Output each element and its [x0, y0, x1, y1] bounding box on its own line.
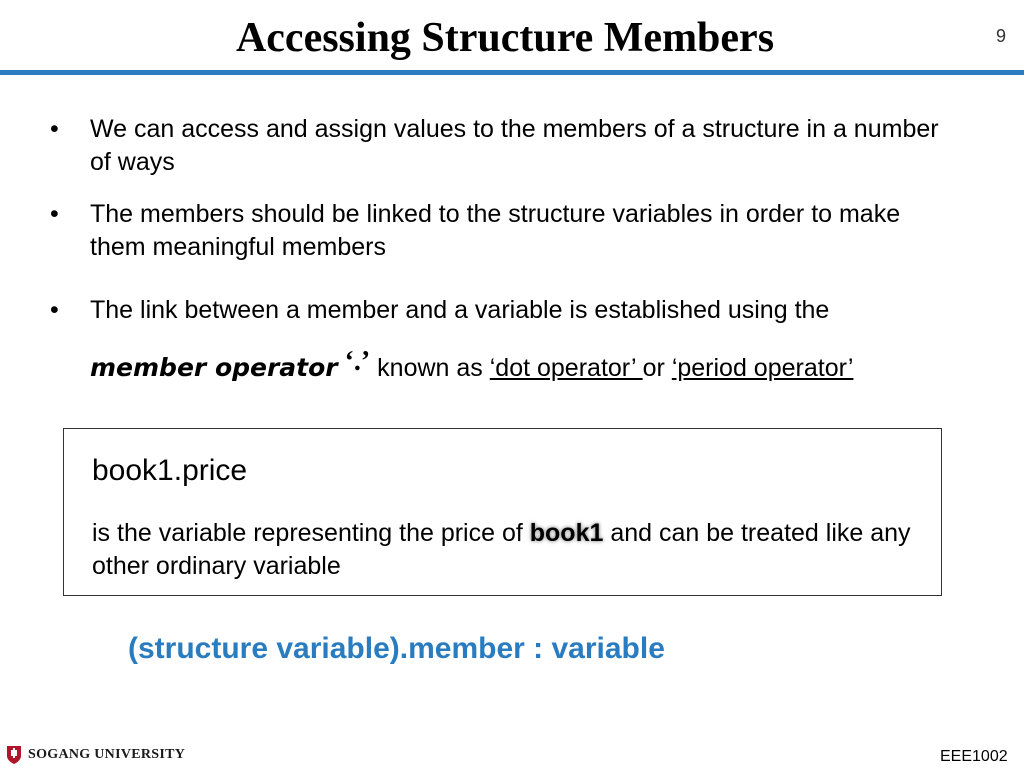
operator-symbol: ‘.’ — [344, 346, 371, 377]
or-text: or — [642, 354, 672, 382]
known-as-text: known as — [370, 354, 490, 382]
bullet-item — [50, 198, 940, 264]
bullet-marker: • — [50, 296, 59, 324]
bullet-marker: • — [50, 200, 59, 228]
example-description — [92, 517, 932, 583]
bullet-marker: • — [50, 115, 59, 143]
bullet-text: The members should be linked to the structure variables in order to make them meaningful members — [90, 200, 901, 261]
bullet-item — [50, 294, 940, 327]
description-prefix: is the variable representing the price of — [92, 519, 530, 547]
highlighted-variable: book1 — [529, 519, 604, 547]
operator-line — [90, 348, 990, 388]
description-suffix: and can be treated like any other ordinary variable — [92, 519, 911, 580]
example-code: book1.price — [92, 454, 248, 487]
period-operator-name: ‘period operator’ — [671, 354, 854, 382]
dot-operator-name: ‘dot operator’ — [489, 354, 643, 382]
course-code: EEE1002 — [940, 748, 1008, 765]
university-name: SOGANG UNIVERSITY — [28, 747, 186, 762]
slide-title: Accessing Structure Members — [235, 15, 775, 61]
bullet-item — [50, 113, 940, 179]
university-logo — [6, 744, 185, 766]
syntax-formula: (structure variable).member : variable — [128, 632, 665, 665]
page-number: 9 — [996, 26, 1007, 46]
bullet-text: We can access and assign values to the members of a structure in a number of ways — [90, 115, 939, 176]
example-box — [63, 428, 942, 596]
university-seal-icon — [6, 745, 22, 765]
operator-term: member operator — [90, 353, 338, 382]
title-divider — [0, 70, 1024, 75]
bullet-text: The link between a member and a variable is established using the — [90, 296, 830, 324]
